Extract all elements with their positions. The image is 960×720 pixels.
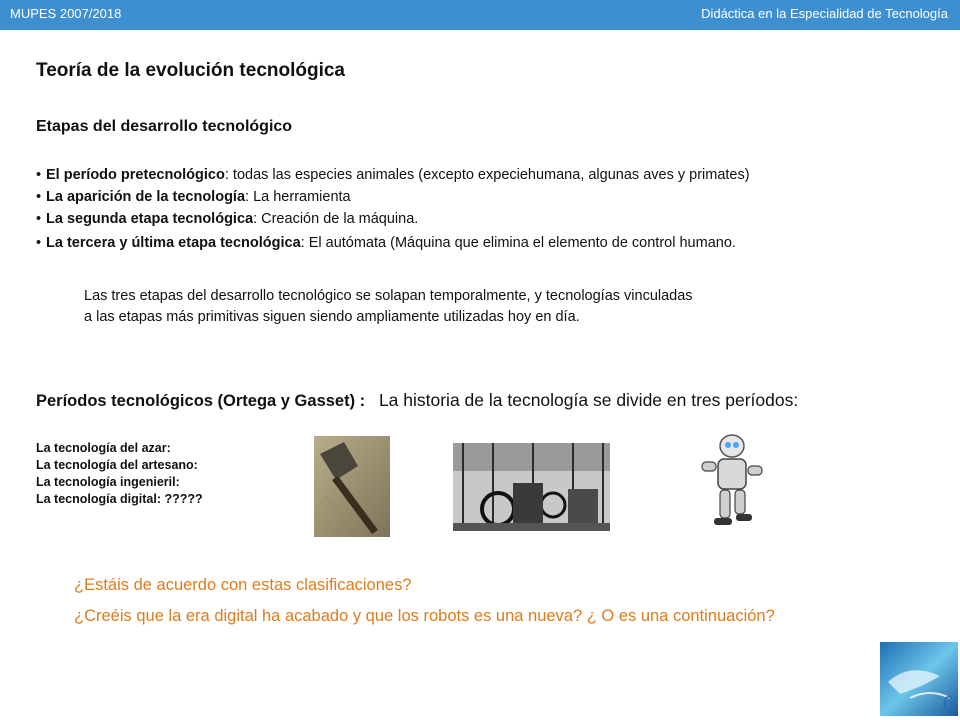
axe-image [314, 436, 390, 537]
periods-label: Períodos tecnológicos (Ortega y Gasset) : [36, 392, 366, 410]
discussion-questions [74, 570, 775, 632]
periods-text: La historia de la tecnología se divide en tres períodos: [378, 390, 799, 410]
page-number: 6 [942, 693, 954, 715]
tech-periods-list [36, 440, 203, 508]
bullet-icon: • [36, 235, 42, 251]
paragraph-line: a las etapas más primitivas siguen siendo ampliamente utilizadas hoy en día. [84, 309, 580, 325]
stage-name: La aparición de la tecnología [46, 189, 246, 205]
list-item [36, 208, 750, 230]
stage-description: : El autómata (Máquina que elimina el elemento de control humano. [300, 235, 736, 251]
bullet-icon: • [36, 211, 42, 227]
list-item: La tecnología del artesano: [36, 458, 198, 472]
stage-name: La segunda etapa tecnológica [46, 211, 254, 227]
header-subject: Didáctica en la Especialidad de Tecnología [701, 6, 948, 21]
list-item: La tecnología del azar: [36, 441, 171, 455]
header-course: MUPES 2007/2018 [10, 6, 122, 21]
bullet-icon: • [36, 167, 42, 183]
periods-heading [36, 390, 798, 411]
stage-name: La tercera y última etapa tecnológica [46, 235, 301, 251]
section-subtitle: Etapas del desarrollo tecnológico [36, 118, 293, 135]
stages-list [36, 164, 750, 254]
stage-description: : Creación de la máquina. [253, 211, 419, 227]
paragraph-line: Las tres etapas del desarrollo tecnológico se solapan temporalmente, y tecnologías vinculadas [84, 288, 693, 304]
list-item [36, 164, 750, 186]
list-item [36, 232, 750, 254]
stage-description: : todas las especies animales (excepto expeciehumana, algunas aves y primates) [224, 167, 750, 183]
list-item: La tecnología digital: ????? [36, 492, 203, 506]
bullet-icon: • [36, 189, 42, 205]
robot-image [682, 432, 776, 535]
list-item: La tecnología ingenieril: [36, 475, 180, 489]
stage-name: El período pretecnológico [46, 167, 225, 183]
question-1: ¿Estáis de acuerdo con estas clasificaciones? [74, 576, 412, 594]
factory-machinery-image [453, 443, 610, 531]
overlap-paragraph [84, 286, 693, 328]
stage-description: : La herramienta [245, 189, 351, 205]
list-item [36, 186, 750, 208]
question-2: ¿Creéis que la era digital ha acabado y que los robots es una nueva? ¿ O es una continuación? [74, 607, 775, 625]
header-bar [0, 0, 960, 30]
slide-title: Teoría de la evolución tecnológica [36, 60, 346, 81]
